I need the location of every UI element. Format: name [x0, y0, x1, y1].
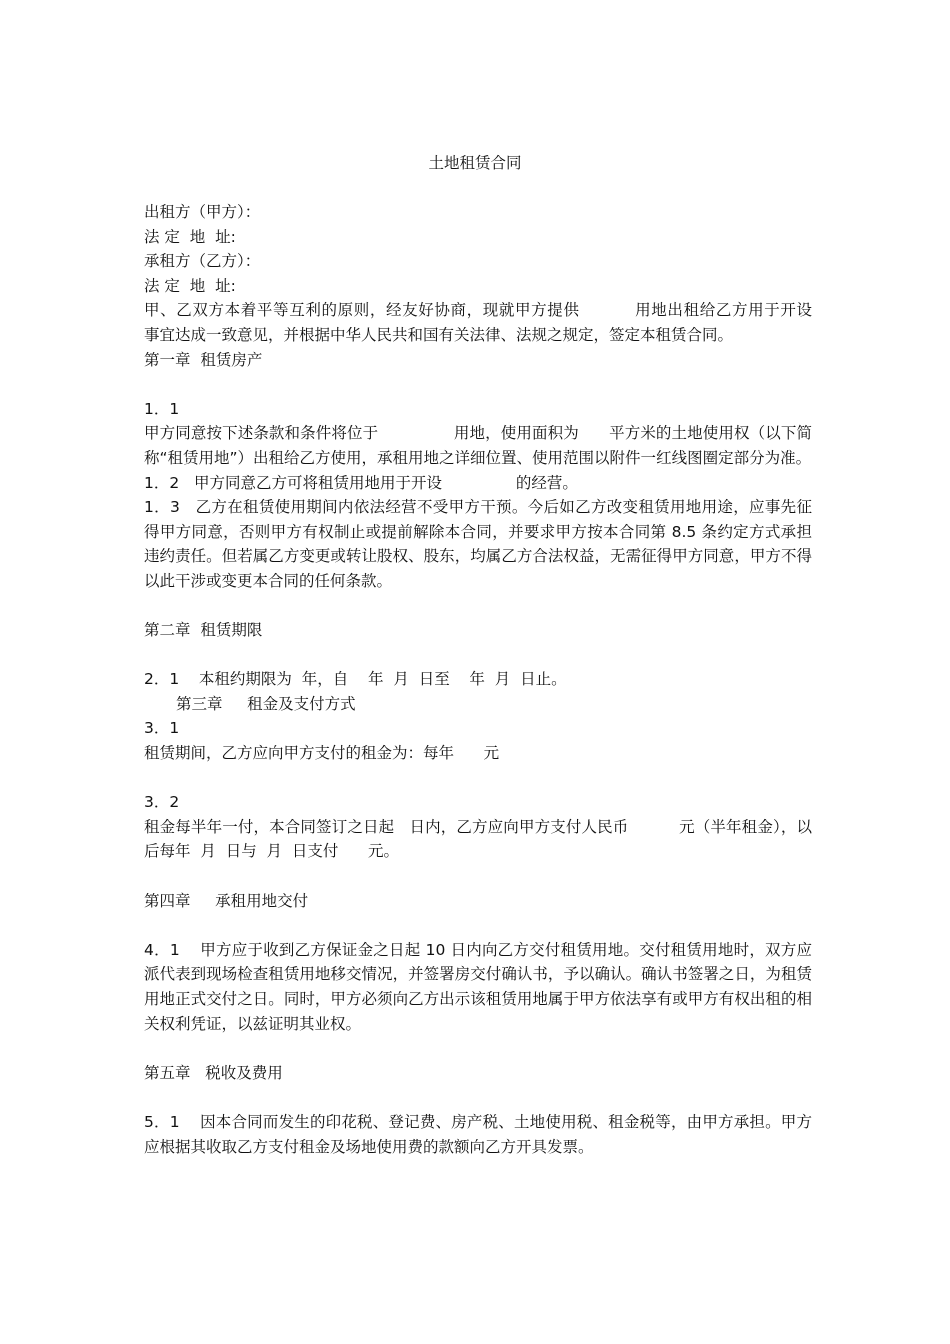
- preamble-paragraph: 甲、乙双方本着平等互利的原则，经友好协商，现就甲方提供 用地出租给乙方用于开设 事宜达成一致意见，并根据中华人民共和国有关法律、法规之规定，签定本租赁合同。: [144, 301, 872, 344]
- lessee-label: 承租方（乙方）：: [144, 252, 261, 271]
- spacer: [144, 594, 812, 619]
- clause-3-1-text: 租赁期间，乙方应向甲方支付的租金为：每年 元: [144, 744, 500, 763]
- lessor-label: 出租方（甲方）：: [144, 203, 261, 221]
- clause-1-1-number: 1．1: [144, 399, 180, 418]
- clause-1-1-text: 甲方同意按下述条款和条件将位于 用地，使用面积为 平方米的土地使用权（以下简称“租赁用地”）出租给乙方使用，承租用地之详细位置、使用范围以附件一红线图圈定部分为准。: [144, 424, 812, 467]
- clause-3-2-number: 3．2: [144, 793, 180, 812]
- spacer: [144, 1036, 812, 1061]
- document-body: [144, 200, 872, 1159]
- spacer: [144, 1085, 812, 1110]
- chapter-5-heading: 第五章 税收及费用: [144, 1063, 283, 1082]
- lessee-address-label: 法 定 地 址:: [144, 276, 236, 295]
- clause-5-1: 5．1 因本合同而发生的印花税、登记费、房产税、土地使用税、租金税等，由甲方承担。甲方应根据其收取乙方支付租金及场地使用费的款额向乙方开具发票。: [144, 1112, 812, 1156]
- spacer: [144, 643, 812, 668]
- clause-3-1-number: 3．1: [144, 719, 180, 738]
- chapter-3-heading: 第三章 租金及支付方式: [176, 694, 356, 713]
- clause-4-1: 4．1 甲方应于收到乙方保证金之日起 10 日内向乙方交付租赁用地。交付租赁用地时，双方应派代表到现场检查租赁用地移交情况，并签署房交付确认书，予以确认。确认书签署之日，为租赁用地正式交付之日。同时，甲方必须向乙方出示该租赁用地属于甲方依法享有或甲方有权出租的相关权利凭证，以兹证明其业权。: [144, 940, 812, 1033]
- document-title: 土地租赁合同: [428, 154, 522, 172]
- lessor-address-label: 法 定 地 址:: [144, 227, 236, 246]
- spacer: [144, 913, 812, 938]
- clause-3-2-text: 租金每半年一付，本合同签订之日起 日内，乙方应向甲方支付人民币 元（半年租金），以后每年 月 日与 月 日支付 元。: [144, 817, 812, 861]
- spacer: [144, 372, 812, 397]
- clause-1-3: 1．3 乙方在租赁使用期间内依法经营不受甲方干预。今后如乙方改变租赁用地用途，应事先征得甲方同意，否则甲方有权制止或提前解除本合同，并要求甲方按本合同第 8.5 条约定方式承担违约责任。但若属乙方变更或转让股权、股东，均属乙方合法权益，无需征得甲方同意，甲方不得以此干涉或变更本合同的任何条款。: [144, 498, 812, 590]
- spacer: [144, 864, 812, 889]
- spacer: [144, 766, 812, 791]
- chapter-1-heading: 第一章 租赁房产: [144, 350, 263, 369]
- chapter-2-heading: 第二章 租赁期限: [144, 621, 263, 640]
- clause-2-1: 2．1 本租约期限为 年，自 年 月 日至 年 月 日止。: [144, 670, 567, 689]
- chapter-4-heading: 第四章 承租用地交付: [144, 891, 309, 910]
- clause-1-2: 1．2 甲方同意乙方可将租赁用地用于开设 的经营。: [144, 473, 578, 492]
